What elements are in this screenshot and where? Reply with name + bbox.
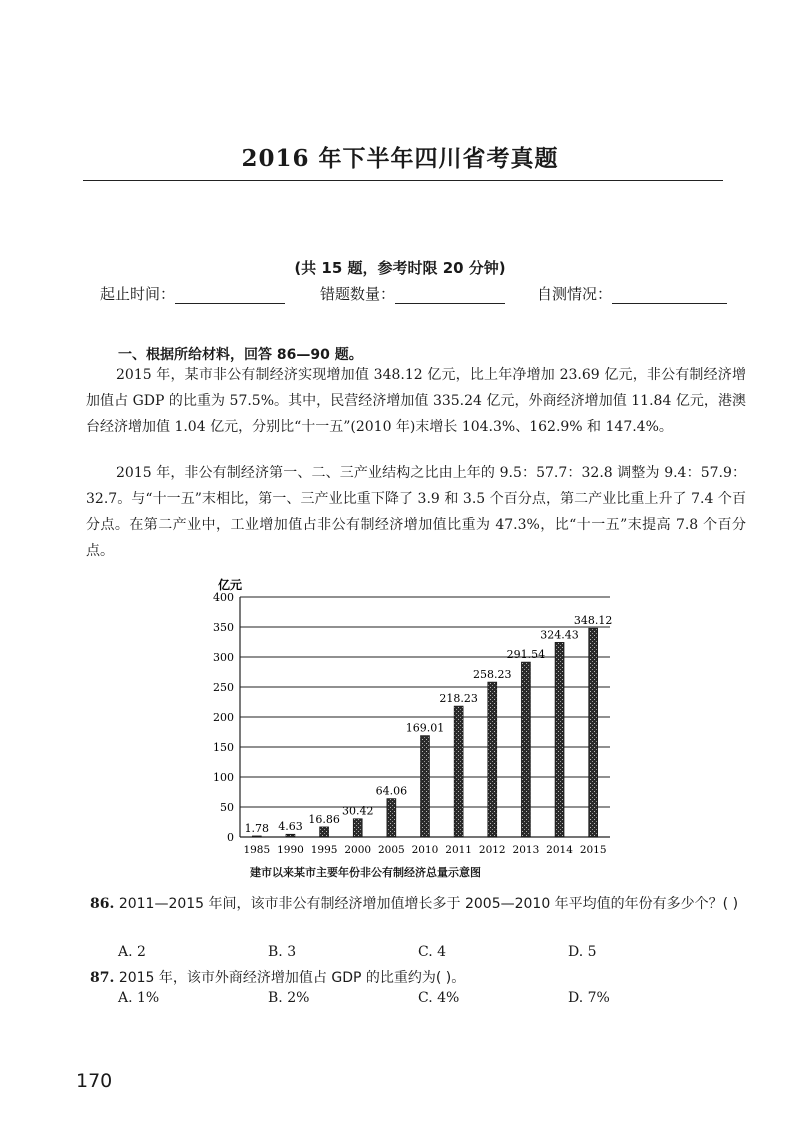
question-87-text: 2015 年，该市外商经济增加值占 GDP 的比重约为( )。 (118, 970, 466, 986)
y-tick-label: 250 (213, 681, 234, 694)
bar (286, 834, 295, 837)
question-86 (90, 892, 760, 916)
bar-value-label: 169.01 (405, 721, 445, 735)
start-time-field (100, 283, 285, 304)
title-divider (83, 180, 723, 181)
option-d[interactable]: D. 7% (568, 990, 610, 1006)
bar-value-label: 4.63 (278, 820, 303, 834)
self-check-blank (612, 289, 727, 304)
y-tick-label: 200 (213, 711, 234, 724)
y-axis-unit-label: 亿元 (218, 578, 243, 592)
question-87 (90, 966, 760, 990)
bar (387, 799, 396, 837)
bar-value-label: 324.43 (540, 628, 579, 642)
x-tick-label: 2005 (377, 844, 405, 856)
section-heading: 一、根据所给材料，回答 86—90 题。 (118, 347, 363, 363)
y-tick-label: 350 (213, 621, 234, 634)
x-tick-label: 2013 (512, 844, 540, 856)
option-a[interactable]: A. 2 (118, 944, 146, 960)
bar-value-label: 1.78 (244, 821, 270, 835)
bar (589, 628, 598, 837)
question-86-text: 2011—2015 年间，该市非公有制经济增加值增长多于 2005—2010 年平均值的年份有多少个？( ) (118, 896, 739, 912)
bar-value-label: 30.42 (341, 804, 374, 818)
x-tick-label: 1995 (310, 844, 338, 856)
chart-caption: 建市以来某市主要年份非公有制经济总量示意图 (250, 866, 481, 879)
self-check-field (537, 283, 727, 304)
x-tick-label: 2014 (546, 844, 573, 856)
error-count-field (320, 283, 505, 304)
x-tick-label: 2011 (445, 844, 473, 856)
x-tick-label: 2010 (411, 844, 439, 856)
bar (521, 662, 530, 837)
bar-value-label: 348.12 (573, 614, 613, 628)
page-title: 2016 年下半年四川省考真题 (241, 145, 559, 172)
bar (421, 736, 430, 837)
bar-value-label: 218.23 (439, 692, 478, 706)
start-time-blank (175, 289, 285, 304)
error-count-blank (395, 289, 505, 304)
start-time-label: 起止时间： (100, 285, 176, 303)
bar (488, 682, 497, 837)
bar-chart (190, 575, 620, 865)
option-b[interactable]: B. 2% (268, 990, 310, 1006)
chart-svg (190, 575, 620, 865)
option-a[interactable]: A. 1% (118, 990, 160, 1006)
material-paragraph-1: 2015 年，某市非公有制经济实现增加值 348.12 亿元，比上年净增加 23.69 亿元，非公有制经济增加值占 GDP 的比重为 57.5%。其中，民营经济增加值 335.24 亿元，外商经济增加值 11.84 亿元，港澳台经济增加值 1.04 亿元，分别比“十一五”(2010 年)末增长 104.3%、162.9% 和 147.4%。 (86, 367, 746, 435)
page-number: 170 (76, 1070, 113, 1092)
option-d[interactable]: D. 5 (568, 944, 597, 960)
material-paragraph-2: 2015 年，非公有制经济第一、二、三产业结构之比由上年的 9.5：57.7：32.8 调整为 9.4：57.9：32.7。与“十一五”末相比，第一、三产业比重下降了 3.9 和 3.5 个百分点，第二产业比重上升了 7.4 个百分点。在第二产业中，工业增加值占非公有制经济增加值比重为 47.3%，比“十一五”末提高 7.8 个百分点。 (86, 465, 746, 559)
bar (320, 827, 329, 837)
y-tick-label: 300 (213, 651, 234, 664)
x-tick-label: 1990 (277, 844, 304, 856)
bar (454, 706, 463, 837)
exam-subtitle: (共 15 题，参考时限 20 分钟) (294, 259, 506, 277)
x-tick-label: 2000 (344, 844, 372, 856)
bar (353, 819, 362, 837)
question-86-number: 86. (90, 896, 115, 912)
bar (252, 836, 261, 837)
self-check-label: 自测情况： (537, 285, 613, 303)
bar-value-label: 16.86 (308, 812, 340, 826)
bar (555, 642, 564, 837)
y-tick-label: 400 (213, 591, 234, 604)
question-87-number: 87. (90, 970, 115, 986)
y-tick-label: 50 (220, 801, 234, 814)
y-tick-label: 0 (227, 831, 234, 844)
y-tick-label: 150 (213, 741, 234, 754)
option-c[interactable]: C. 4% (418, 990, 460, 1006)
bar-value-label: 258.23 (473, 668, 512, 682)
option-c[interactable]: C. 4 (418, 944, 447, 960)
x-tick-label: 2015 (579, 844, 607, 856)
bar-value-label: 291.54 (506, 648, 546, 662)
option-b[interactable]: B. 3 (268, 944, 297, 960)
question-86-options (118, 944, 718, 960)
error-count-label: 错题数量： (320, 285, 396, 303)
question-87-options (118, 990, 718, 1006)
x-tick-label: 2012 (478, 844, 506, 856)
x-tick-label: 1985 (243, 844, 271, 856)
y-tick-label: 100 (213, 771, 234, 784)
bar-value-label: 64.06 (375, 784, 408, 798)
